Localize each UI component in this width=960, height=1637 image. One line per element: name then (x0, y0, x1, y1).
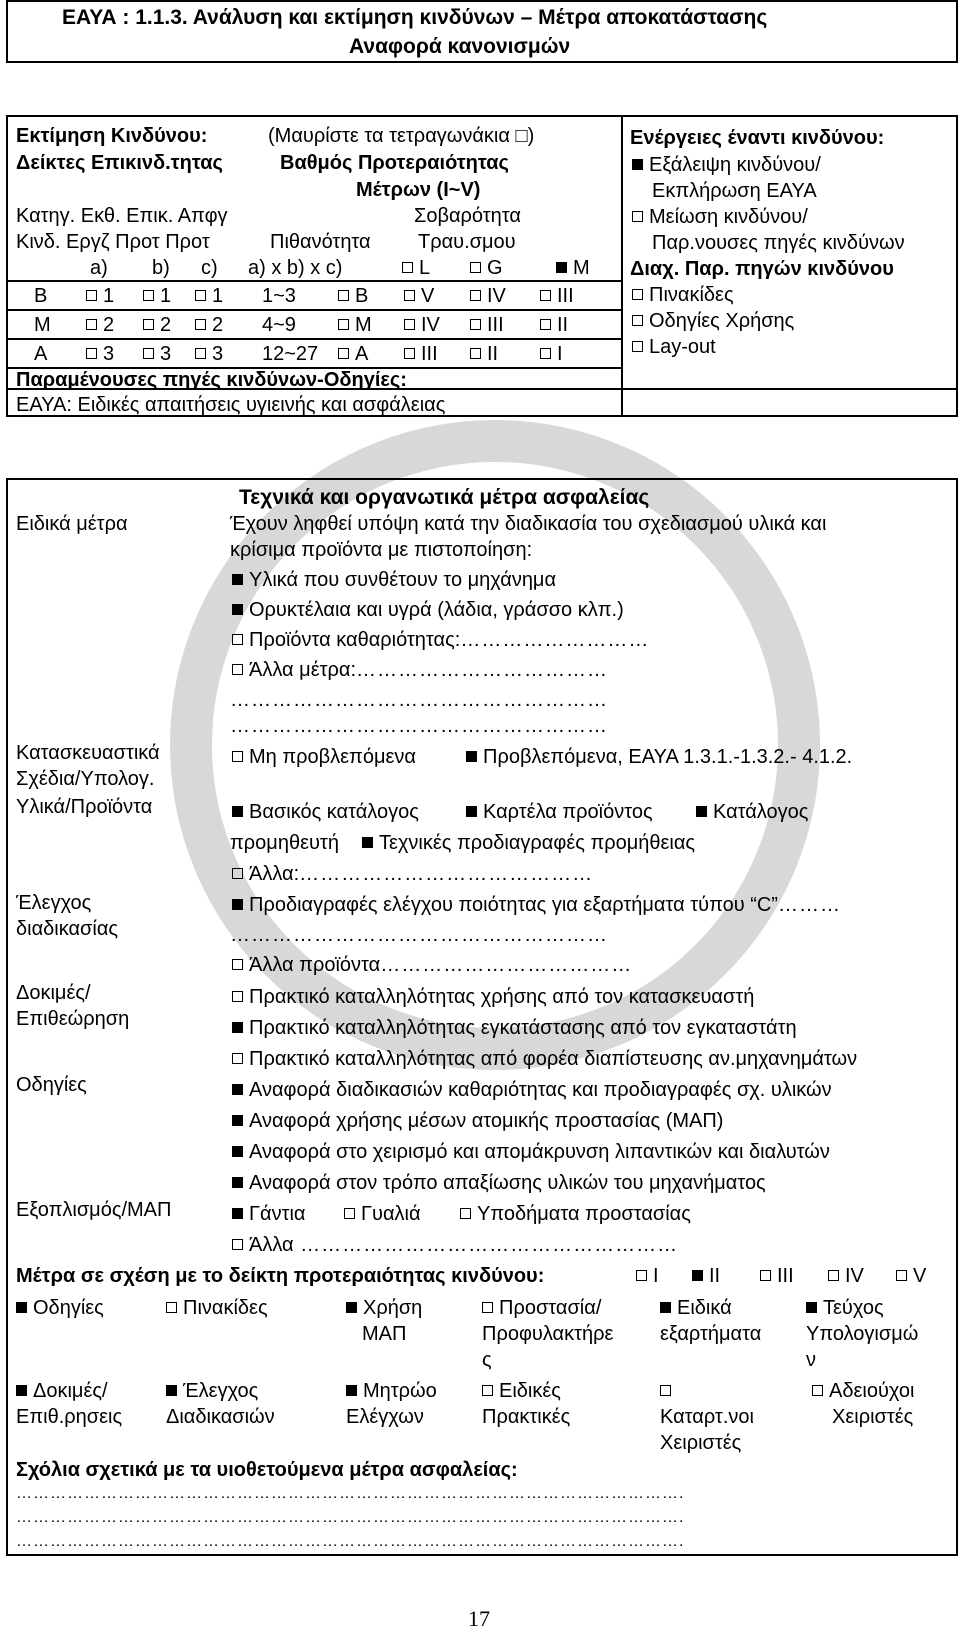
tests-item-1: Πρακτικό καταλληλότητας χρήσης από τον κατασκευαστή (232, 987, 754, 1007)
checkbox-icon[interactable] (632, 211, 643, 222)
grid-special-parts: Ειδικά (660, 1298, 732, 1318)
special-label: Ειδικά μέτρα (16, 513, 128, 535)
checkbox-icon[interactable] (470, 348, 481, 359)
priority-option-III: III (760, 1266, 794, 1286)
special-item-1: Υλικά που συνθέτουν το μηχάνημα (232, 570, 556, 590)
header-M: M (556, 258, 590, 278)
header-abc: a) x b) x c) (248, 257, 343, 279)
tests-label-2: Επιθεώρηση (16, 1008, 130, 1030)
grid-calculations-2: Υπολογισμώ (806, 1323, 919, 1345)
construction-provided: Προβλεπόμενα, ΕΑΥΑ 1.3.1.-1.3.2.- 4.1.2. (466, 747, 852, 767)
materials-item-5: Άλλα:…………………………………… (232, 864, 593, 884)
grid-ppe: Χρήση (346, 1298, 422, 1318)
grid-guards-3: ς (482, 1349, 492, 1371)
checkbox-icon[interactable] (540, 290, 551, 301)
checkbox-checked-icon[interactable] (466, 751, 477, 762)
checkbox-icon[interactable] (232, 959, 243, 970)
comments-line: ………………………………………………………………………………………………………. (16, 1533, 685, 1550)
row-c: 1 (195, 286, 223, 306)
checkbox-checked-icon[interactable] (466, 806, 477, 817)
row-p2: III (470, 315, 504, 335)
action-layout: Lay-out (632, 337, 716, 357)
header-b: b) (152, 257, 170, 279)
materials-item-4: Τεχνικές προδιαγραφές προμήθειας (362, 833, 695, 853)
row-p2: IV (470, 286, 506, 306)
remaining-sources-text: ΕΑΥΑ: Ειδικές απαιτήσεις υγιεινής και ασφάλειας (16, 394, 446, 416)
priority-option-I: I (636, 1266, 659, 1286)
grid-licensed-operators-2: Χειριστές (832, 1406, 914, 1428)
checkbox-checked-icon[interactable] (660, 1302, 671, 1313)
checkbox-checked-icon[interactable] (232, 1022, 243, 1033)
priority-option-V: V (896, 1266, 926, 1286)
equipment-gloves: Γάντια (232, 1204, 305, 1224)
checkbox-icon[interactable] (470, 290, 481, 301)
row-p1: V (404, 286, 434, 306)
risk-title: Εκτίμηση Κινδύνου: (16, 125, 208, 147)
control-item-2: Άλλα προϊόντα……………………………… (232, 955, 632, 975)
header-category-2: Κινδ. Εργζ Προτ Προτ (16, 231, 210, 253)
construction-label-2: Σχέδια/Υπολογ. (16, 768, 155, 790)
special-item-4: Άλλα μέτρα:……………………………… (232, 660, 608, 680)
header-G: G (470, 258, 503, 278)
grid-licensed-operators: Αδειούχοι (812, 1381, 914, 1401)
header-line1: ΕΑΥΑ : 1.1.3. Ανάλυση και εκτίμηση κινδύνων – Μέτρα αποκατάστασης (62, 6, 768, 29)
checkbox-icon[interactable] (195, 319, 206, 330)
equipment-glasses: Γυαλιά (344, 1204, 421, 1224)
instructions-item-4: Αναφορά στον τρόπο απαξίωσης υλικών του μηχανήματος (232, 1173, 766, 1193)
checkbox-icon[interactable] (195, 348, 206, 359)
row-b: 3 (143, 344, 171, 364)
checkbox-icon[interactable] (232, 1239, 243, 1250)
grid-trained-operators-3: Χειριστές (660, 1432, 742, 1454)
row-a: 3 (86, 344, 114, 364)
control-label-2: διαδικασίας (16, 918, 119, 940)
checkbox-icon[interactable] (338, 290, 349, 301)
row-p3: III (540, 286, 574, 306)
instructions-label: Οδηγίες (16, 1074, 87, 1096)
checkbox-icon[interactable] (232, 634, 243, 645)
checkbox-icon[interactable] (896, 1270, 907, 1281)
tests-label-1: Δοκιμές/ (16, 982, 91, 1004)
priority-option-IV: IV (828, 1266, 864, 1286)
header-c: c) (201, 257, 218, 279)
page-number: 17 (468, 1606, 490, 1631)
checkbox-icon[interactable] (632, 315, 643, 326)
materials-item-2: Καρτέλα προϊόντος (466, 802, 653, 822)
header-probability: Πιθανότητα (270, 231, 371, 253)
comments-line: ………………………………………………………………………………………………………. (16, 1485, 685, 1502)
materials-item-1: Βασικός κατάλογος (232, 802, 419, 822)
checkbox-icon[interactable] (86, 319, 97, 330)
action-signs: Πινακίδες (632, 285, 734, 305)
equipment-other: Άλλα ……………………………………………… (232, 1235, 678, 1255)
grid-tests: Δοκιμές/ (16, 1381, 108, 1401)
grid-tests-2: Επιθ.ρησεις (16, 1406, 123, 1428)
checkbox-checked-icon[interactable] (232, 574, 243, 585)
header-severity: Σοβαρότητα (414, 205, 521, 227)
header-category: Κατηγ. Εκθ. Επικ. Απφγ (16, 205, 228, 227)
checkbox-checked-icon[interactable] (556, 262, 567, 273)
grid-register-2: Ελέγχων (346, 1406, 424, 1428)
grid-special-parts-2: εξαρτήματα (660, 1323, 762, 1345)
checkbox-icon[interactable] (338, 348, 349, 359)
grid-ppe-2: ΜΑΠ (362, 1323, 407, 1345)
checkbox-icon[interactable] (760, 1270, 771, 1281)
checkbox-checked-icon[interactable] (232, 1208, 243, 1219)
row-a: 2 (86, 315, 114, 335)
risk-row-line-2 (7, 309, 621, 311)
row-c: 3 (195, 344, 223, 364)
checkbox-icon[interactable] (482, 1302, 493, 1313)
checkbox-icon[interactable] (232, 664, 243, 675)
equipment-shoes: Υποδήματα προστασίας (460, 1204, 691, 1224)
row-severity: Α (338, 344, 368, 364)
checkbox-icon[interactable] (195, 290, 206, 301)
grid-calculations: Τεύχος (806, 1298, 884, 1318)
risk-divider (621, 116, 623, 416)
checkbox-checked-icon[interactable] (232, 899, 243, 910)
checkbox-checked-icon[interactable] (692, 1270, 703, 1281)
checkbox-icon[interactable] (404, 290, 415, 301)
grid-trained-operators (660, 1381, 677, 1401)
checkbox-checked-icon[interactable] (806, 1302, 817, 1313)
checkbox-icon[interactable] (470, 262, 481, 273)
grid-guards-2: Προφυλακτήρε (482, 1323, 614, 1345)
action-instructions: Οδηγίες Χρήσης (632, 311, 794, 331)
grid-process-control-2: Διαδικασιών (166, 1406, 275, 1428)
checkbox-icon[interactable] (232, 868, 243, 879)
checkbox-icon[interactable] (812, 1385, 823, 1396)
grid-practices: Ειδικές (482, 1381, 561, 1401)
dotted-line: ……………………………………………… (230, 689, 608, 711)
grid-trained-operators-2: Καταρτ.νοι (660, 1406, 754, 1428)
checkbox-checked-icon[interactable] (696, 806, 707, 817)
checkbox-icon[interactable] (404, 319, 415, 330)
checkbox-checked-icon[interactable] (346, 1385, 357, 1396)
header-a: a) (90, 257, 108, 279)
row-category: Β (34, 285, 48, 307)
tests-item-3: Πρακτικό καταλληλότητας από φορέα διαπίστευσης αν.μηχανημάτων (232, 1049, 857, 1069)
row-range: 4~9 (262, 314, 296, 336)
measures-title: Τεχνικά και οργανωτικά μέτρα ασφαλείας (239, 486, 650, 509)
checkbox-icon[interactable] (402, 262, 413, 273)
checkbox-checked-icon[interactable] (232, 1084, 243, 1095)
action-eliminate: Εξάλειψη κινδύνου/ (632, 155, 821, 175)
checkbox-icon[interactable] (470, 319, 481, 330)
checkbox-icon[interactable] (143, 319, 154, 330)
checkbox-icon[interactable] (482, 1385, 493, 1396)
action-eliminate-2: Εκπλήρωση ΕΑΥΑ (652, 180, 817, 202)
checkbox-icon[interactable] (632, 341, 643, 352)
grid-practices-2: Πρακτικές (482, 1406, 571, 1428)
checkbox-checked-icon[interactable] (16, 1302, 27, 1313)
checkbox-icon[interactable] (232, 1053, 243, 1064)
risk-row-line-1 (7, 280, 621, 282)
checkbox-icon[interactable] (232, 751, 243, 762)
row-p1: IV (404, 315, 440, 335)
header-L: L (402, 258, 430, 278)
construction-label-1: Κατασκευαστικά (16, 742, 160, 764)
checkbox-icon[interactable] (143, 290, 154, 301)
checkbox-checked-icon[interactable] (232, 1146, 243, 1157)
grid-calculations-3: ν (806, 1349, 816, 1371)
action-reduce-2: Παρ.νουσες πηγές κινδύνων (652, 232, 905, 254)
instructions-item-1: Αναφορά διαδικασιών καθαριότητας και προδιαγραφές σχ. υλικών (232, 1080, 832, 1100)
indicators-label: Δείκτες Επικινδ.τητας (16, 152, 223, 174)
header-line2: Αναφορά κανονισμών (349, 35, 571, 58)
actions-title: Ενέργειες έναντι κινδύνου: (630, 127, 885, 149)
row-severity: Β (338, 286, 368, 306)
materials-item-3b: προμηθευτή (230, 832, 339, 854)
row-c: 2 (195, 315, 223, 335)
row-category: Μ (34, 314, 51, 336)
control-label-1: Έλεγχος (16, 892, 92, 914)
equipment-label: Εξοπλισμός/ΜΑΠ (16, 1199, 172, 1221)
checkbox-icon[interactable] (143, 348, 154, 359)
checkbox-icon[interactable] (828, 1270, 839, 1281)
priority-option-II: II (692, 1266, 720, 1286)
checkbox-checked-icon[interactable] (362, 837, 373, 848)
checkbox-icon[interactable] (338, 319, 349, 330)
special-text-2: κρίσιμα προϊόντα με πιστοποίηση: (230, 539, 533, 561)
row-range: 12~27 (262, 343, 319, 365)
special-item-3: Προϊόντα καθαριότητας:……………………… (232, 630, 649, 650)
grid-instructions: Οδηγίες (16, 1298, 104, 1318)
checkbox-icon[interactable] (232, 991, 243, 1002)
checkbox-checked-icon[interactable] (346, 1302, 357, 1313)
checkbox-icon[interactable] (540, 348, 551, 359)
checkbox-icon[interactable] (632, 289, 643, 300)
checkbox-icon[interactable] (540, 319, 551, 330)
tests-item-2: Πρακτικό καταλληλότητας εγκατάστασης από τον εγκαταστάτη (232, 1018, 797, 1038)
priority-measures-title: Μέτρα σε σχέση με το δείκτη προτεραιότητας κινδύνου: (16, 1265, 545, 1287)
priority-label-1: Βαθμός Προτεραιότητας (280, 152, 509, 174)
checkbox-icon[interactable] (344, 1208, 355, 1219)
header-severity-2: Τραυ.σμου (418, 231, 516, 253)
special-text-1: Έχουν ληφθεί υπόψη κατά την διαδικασία του σχεδιασμού υλικά και (230, 513, 827, 535)
checkbox-icon[interactable] (86, 348, 97, 359)
row-b: 2 (143, 315, 171, 335)
row-p1: III (404, 344, 438, 364)
risk-row-line-3 (7, 338, 621, 340)
comments-title: Σχόλια σχετικά με τα υιοθετούμενα μέτρα ασφαλείας: (16, 1459, 518, 1481)
comments-line: ………………………………………………………………………………………………………. (16, 1509, 685, 1526)
checkbox-icon[interactable] (636, 1270, 647, 1281)
checkbox-checked-icon[interactable] (632, 159, 643, 170)
construction-not-provided: Μη προβλεπόμενα (232, 747, 416, 767)
mark-note: (Μαυρίστε τα τετραγωνάκια □) (268, 125, 535, 147)
materials-label: Υλικά/Προϊόντα (16, 796, 153, 818)
priority-label-2: Μέτρων (I~V) (356, 179, 481, 201)
action-reduce: Μείωση κινδύνου/ (632, 207, 808, 227)
special-item-2: Ορυκτέλαια και υγρά (λάδια, γράσσο κλπ.) (232, 600, 624, 620)
row-range: 1~3 (262, 285, 296, 307)
grid-guards: Προστασία/ (482, 1298, 601, 1318)
remaining-sources-title: Παραμένουσες πηγές κινδύνων-Οδηγίες: (16, 369, 407, 391)
checkbox-checked-icon[interactable] (166, 1385, 177, 1396)
row-p2: II (470, 344, 498, 364)
checkbox-icon[interactable] (460, 1208, 471, 1219)
checkbox-checked-icon[interactable] (232, 1177, 243, 1188)
checkbox-icon[interactable] (166, 1302, 177, 1313)
dotted-line: ……………………………………………… (230, 924, 608, 946)
materials-item-3: Κατάλογος (696, 802, 808, 822)
actions-sub-title: Διαχ. Παρ. πηγών κινδύνου (630, 258, 894, 280)
row-p3: II (540, 315, 568, 335)
row-a: 1 (86, 286, 114, 306)
row-b: 1 (143, 286, 171, 306)
instructions-item-2: Αναφορά χρήσης μέσων ατομικής προστασίας (ΜΑΠ) (232, 1111, 723, 1131)
checkbox-icon[interactable] (86, 290, 97, 301)
control-item-1: Προδιαγραφές ελέγχου ποιότητας για εξαρτήματα τύπου “C”……… (232, 895, 841, 915)
instructions-item-3: Αναφορά στο χειρισμό και απομάκρυνση λιπαντικών και διαλυτών (232, 1142, 830, 1162)
dotted-line: ……………………………………………… (230, 715, 608, 737)
row-p3: I (540, 344, 563, 364)
checkbox-checked-icon[interactable] (232, 1115, 243, 1126)
grid-process-control: Έλεγχος (166, 1381, 258, 1401)
checkbox-checked-icon[interactable] (232, 604, 243, 615)
row-severity: Μ (338, 315, 372, 335)
row-category: Α (34, 343, 48, 365)
grid-signs: Πινακίδες (166, 1298, 268, 1318)
checkbox-icon[interactable] (404, 348, 415, 359)
checkbox-checked-icon[interactable] (16, 1385, 27, 1396)
grid-register: Μητρώο (346, 1381, 437, 1401)
checkbox-checked-icon[interactable] (232, 806, 243, 817)
checkbox-icon[interactable] (660, 1385, 671, 1396)
